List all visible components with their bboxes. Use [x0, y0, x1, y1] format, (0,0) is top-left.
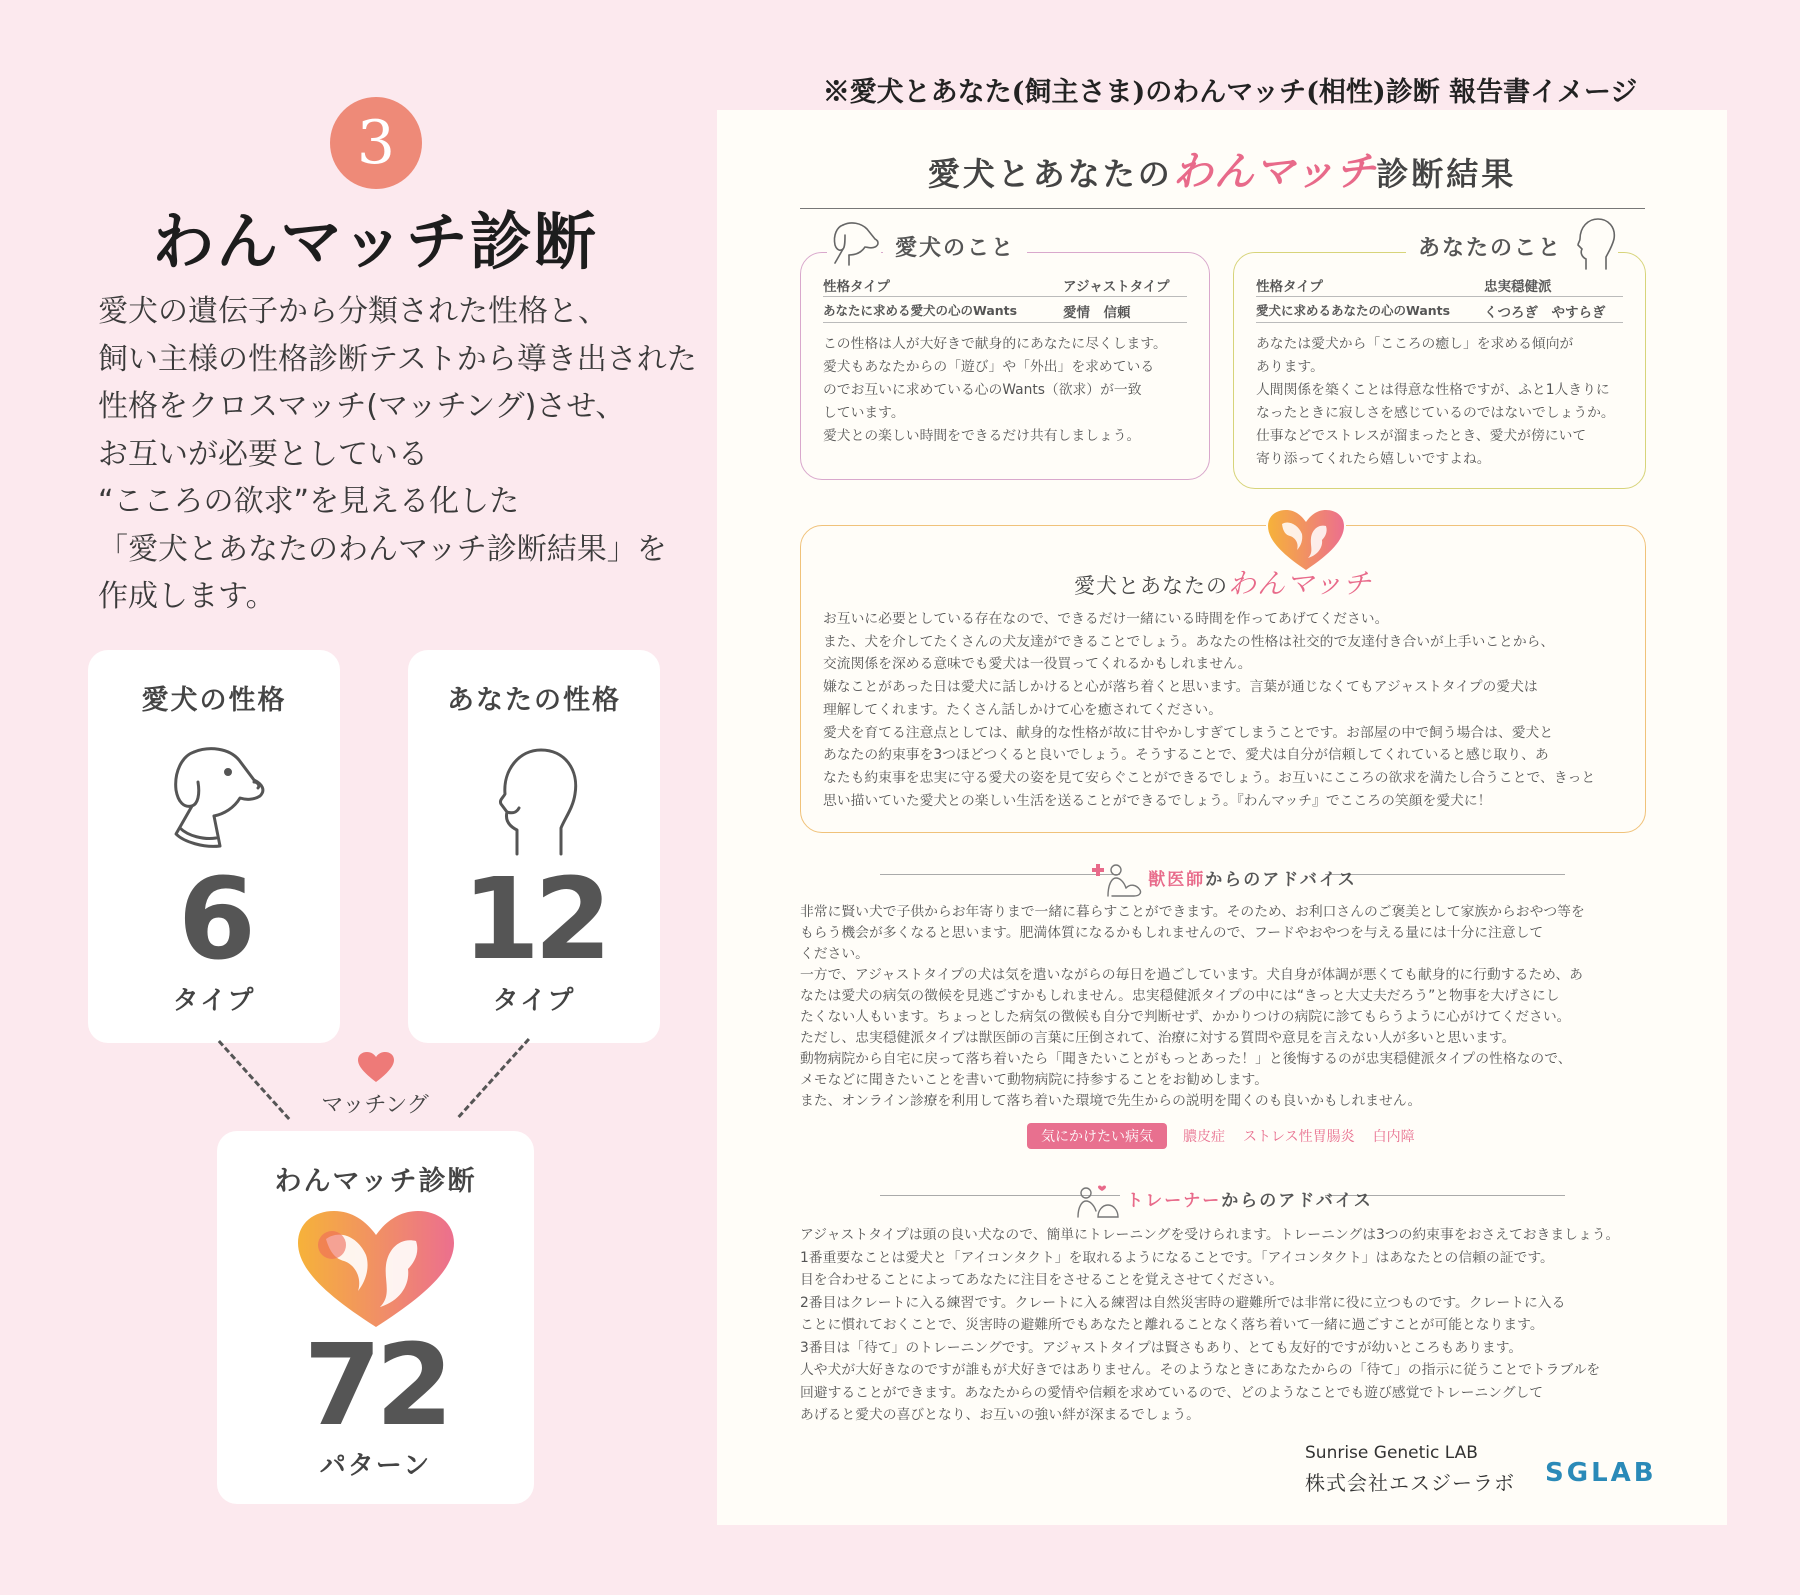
report-caption: ※愛犬とあなた(飼主さま)のわんマッチ(相性)診断 報告書イメージ [822, 77, 1638, 108]
text-line: 回避することができます。あなたからの愛情や信頼を求めているので、どのようなことでも遊び感覚でトレーニングして [800, 1384, 1544, 1401]
vet-heading-rest: からのアドバイス [1205, 870, 1357, 890]
trainer-advice-body [800, 1224, 1667, 1427]
disease-tags [1027, 1123, 1433, 1149]
text-line: のでお互いに求めている心のWants（欲求）が一致 [823, 382, 1142, 398]
match-pattern-count: 72 [303, 1321, 448, 1451]
step-number-badge: 3 [330, 97, 422, 189]
text-line: お互いに必要としている存在なので、できるだけ一緒にいる時間を作ってあげてください。 [823, 611, 1389, 627]
dog-type-row [823, 275, 1187, 297]
vet-advice-body [800, 902, 1667, 1112]
you-card-title: あなたの性格 [447, 685, 621, 716]
match-box-title [801, 562, 1645, 602]
vet-heading-highlight: 獣医師 [1148, 870, 1206, 890]
dog-type-unit: タイプ [172, 986, 256, 1016]
disease-tag: 膿皮症 [1183, 1129, 1225, 1145]
text-line: また、オンライン診療を利用して落ち着いた環境で先生からの説明を聞くのも良いかもしれません。 [800, 1093, 1422, 1109]
text-line: 1番重要なことは愛犬と「アイコンタクト」を取れるようになることです。「アイコンタクト」はあなたとの信頼の証です。 [800, 1249, 1554, 1266]
you-wants-row [1256, 301, 1623, 323]
disease-tag: ストレス性胃腸炎 [1243, 1129, 1355, 1145]
report-title-post: 診断結果 [1376, 155, 1517, 193]
intro-line: 飼い主様の性格診断テストから導き出された [98, 341, 697, 377]
intro-line: 愛犬の遺伝子から分類された性格と、 [98, 294, 608, 329]
you-type-row [1256, 275, 1623, 297]
report-sheet [717, 110, 1727, 1525]
text-line: 理解してくれます。たくさん話しかけて心を癒されてください。 [823, 701, 1223, 718]
text-line: あげると愛犬の喜びとなり、お互いの強い絆が深まるでしょう。 [800, 1407, 1200, 1423]
dog-personality-card [88, 650, 340, 1043]
title-divider [800, 208, 1645, 209]
trainer-advice-heading [800, 1180, 1645, 1210]
report-title [717, 140, 1727, 197]
matching-label: マッチング [321, 1093, 429, 1118]
text-line: 動物病院から自宅に戻って落ち着いたら「聞きたいことがもっとあった！」と後悔するのが忠実穏健派タイプの性格なので、 [800, 1051, 1572, 1067]
intro-line: 作成します。 [98, 579, 276, 614]
text-line: あなたの約束事を3つほどつくると良いでしょう。そうすることで、愛犬は自分が信頼してくれていると感じ取り、あ [823, 747, 1549, 764]
sglab-logo: SGLAB [1545, 1458, 1657, 1488]
text-line: 目を合わせることによってあなたに注目をさせることを覚えさせてください。 [800, 1272, 1283, 1288]
dog-person-heart-icon [296, 1209, 456, 1329]
intro-line: “こころの欲求”を見える化した [98, 484, 520, 519]
page-title: わんマッチ診断 [152, 205, 598, 278]
text-line: 非常に賢い犬で子供からお年寄りまで一緒に暮らすことができます。そのため、お利口さんのご褒美として家族からおやつ等を [800, 904, 1585, 920]
text-line: 寄り添ってくれたら嬉しいですよね。 [1256, 451, 1491, 467]
dog-icon [154, 742, 274, 852]
text-line: また、犬を介してたくさんの犬友達ができることでしょう。あなたの性格は社交的で友達付き合いが上手いことから、 [823, 633, 1555, 650]
person-head-icon [1570, 217, 1618, 271]
match-card-title: わんマッチ診断 [274, 1166, 477, 1197]
text-line: なたは愛犬の病気の徴候を見逃ごすかもしれません。忠実穏健派タイプの中には“きっと大丈夫だろう”と物事を大げさにし [800, 988, 1560, 1004]
disease-tag-label: 気にかけたい病気 [1027, 1123, 1167, 1149]
dog-wants-row [823, 301, 1187, 323]
dog-icon [827, 219, 881, 267]
match-pattern-unit: パターン [319, 1451, 432, 1481]
you-wants-value: くつろぎ やすらぎ [1484, 305, 1606, 321]
text-line: 思い描いていた愛犬との楽しい生活を送ることができるでしょう。『わんマッチ』でこころの笑顔を愛犬に！ [823, 792, 1492, 809]
trainer-heading-rest: からのアドバイス [1221, 1191, 1373, 1211]
text-line: たくない人もいます。ちょっとした病気の徴候も自分で判断せず、かかりつけの病院に診てもらうように心がけてください。 [800, 1009, 1571, 1025]
text-line: もらう機会が多くなると思います。肥満体質になるかもしれませんので、フードやおやつを与える量には十分に注意して [800, 925, 1544, 941]
dog-card-title: 愛犬の性格 [141, 685, 287, 716]
match-title-pre: 愛犬とあなたの [1074, 574, 1229, 598]
intro-text [98, 288, 698, 621]
you-description [1256, 333, 1625, 471]
text-line: この性格は人が大好きで献身的にあなたに尽くします。 [823, 336, 1167, 352]
text-line: 愛犬を育てる注意点としては、献身的な性格が故に甘やかしすぎてしまうことです。お部屋の中で飼う場合は、愛犬と [823, 724, 1554, 741]
you-type-label: 性格タイプ [1256, 279, 1323, 295]
company-name-english: Sunrise Genetic LAB [1305, 1443, 1478, 1463]
text-line: あります。 [1256, 359, 1324, 375]
person-head-icon [479, 742, 589, 857]
intro-line: 性格をクロスマッチ(マッチング)させ、 [98, 389, 626, 424]
text-line: なたも約束事を忠実に守る愛犬の姿を見て安らぐことができるでしょう。お互いにこころの欲求を満たし合うことで、きっと [823, 769, 1596, 786]
text-line: アジャストタイプは頭の良い犬なので、簡単にトレーニングを受けられます。トレーニングは3つの約束事をおさえておきましょう。 [800, 1227, 1620, 1243]
connector-line-left [218, 1040, 290, 1120]
text-line: メモなどに聞きたいことを書いて動物病院に持参することをお勧めします。 [800, 1072, 1268, 1088]
you-type-value: 忠実穏健派 [1484, 279, 1552, 295]
text-line: 仕事などでストレスが溜まったとき、愛犬が傍にいて [1256, 428, 1587, 444]
text-line: 人間関係を築くことは得意な性格ですが、ふと1人きりに [1256, 382, 1610, 398]
report-title-highlight: わんマッチ [1172, 148, 1377, 195]
text-line: 嫌なことがあった日は愛犬に話しかけると心が落ち着くと思います。言葉が通じなくてもアジャストタイプの愛犬は [823, 679, 1538, 696]
dog-box-heading: 愛犬のこと [883, 231, 1027, 262]
text-line: 2番目はクレートに入る練習です。クレートに入る練習は自然災害時の避難所では非常に役に立つものです。クレートに入る [800, 1294, 1566, 1311]
text-line: 交流関係を深める意味でも愛犬は一役買ってくれるかもしれません。 [823, 656, 1252, 673]
you-type-unit: タイプ [492, 986, 576, 1016]
text-line: 一方で、アジャストタイプの犬は気を遣いながらの毎日を過ごしています。犬自身が体調が悪くても献身的に行動するため、あ [800, 967, 1583, 983]
your-personality-card [408, 650, 660, 1043]
text-line: ことに慣れておくことで、災害時の避難所でもあなたと離れることなく落ち着いて一緒に過ごすことが可能となります。 [800, 1317, 1544, 1333]
match-title-highlight: わんマッチ [1228, 567, 1372, 600]
dog-description [823, 333, 1189, 448]
heart-icon [358, 1052, 394, 1084]
text-line: 愛犬との楽しい時間をできるだけ共有しましょう。 [823, 428, 1141, 444]
you-box-heading: あなたのこと [1406, 231, 1574, 262]
vet-heading-text [800, 862, 1645, 898]
vet-advice-heading [800, 859, 1645, 889]
text-line: あなたは愛犬から「こころの癒し」を求める傾向が [1256, 336, 1574, 352]
trainer-heading-highlight: トレーナー [1126, 1191, 1222, 1211]
wan-match-card [217, 1131, 534, 1504]
match-description [823, 608, 1625, 812]
dog-wants-value: 愛情 信頼 [1063, 305, 1131, 321]
text-line: しています。 [823, 405, 905, 421]
dog-wants-label: あなたに求める愛犬の心のWants [823, 303, 1018, 318]
you-wants-label: 愛犬に求めるあなたの心のWants [1256, 303, 1451, 318]
text-line: ただし、忠実穏健派タイプは獣医師の言葉に圧倒されて、治療に対する質問や意見を言えない人が多いと思います。 [800, 1030, 1516, 1046]
dog-type-label: 性格タイプ [823, 279, 890, 295]
dog-type-value: アジャストタイプ [1063, 279, 1170, 295]
dog-type-count: 6 [178, 855, 250, 985]
trainer-icon [1072, 1183, 1122, 1219]
dog-profile-box [800, 236, 1210, 480]
company-name-japanese: 株式会社エスジーラボ [1305, 1471, 1515, 1495]
you-type-count: 12 [462, 855, 606, 985]
disease-tag: 白内障 [1372, 1129, 1415, 1145]
report-title-pre: 愛犬とあなたの [927, 155, 1173, 193]
text-line: なったときに寂しさを感じているのではないでしょうか。 [1256, 405, 1615, 421]
intro-line: お互いが必要としている [98, 436, 428, 472]
veterinarian-icon [1088, 862, 1144, 898]
text-line: 愛犬もあなたからの「遊び」や「外出」を求めている [823, 359, 1155, 375]
text-line: 人や犬が大好きなのですが誰もが犬好きではありません。そのようなときにあなたからの「待て」の指示に従うことでトラブルを [800, 1362, 1601, 1378]
intro-line: 「愛犬とあなたのわんマッチ診断結果」を [98, 531, 667, 567]
match-result-box [800, 525, 1646, 833]
owner-profile-box [1233, 236, 1646, 489]
text-line: ください。 [800, 946, 869, 962]
trainer-heading-text [800, 1183, 1645, 1219]
connector-line-right [458, 1038, 530, 1118]
text-line: 3番目は「待て」のトレーニングです。アジャストタイプは賢さもあり、とても友好的ですが幼いところもあります。 [800, 1339, 1523, 1356]
